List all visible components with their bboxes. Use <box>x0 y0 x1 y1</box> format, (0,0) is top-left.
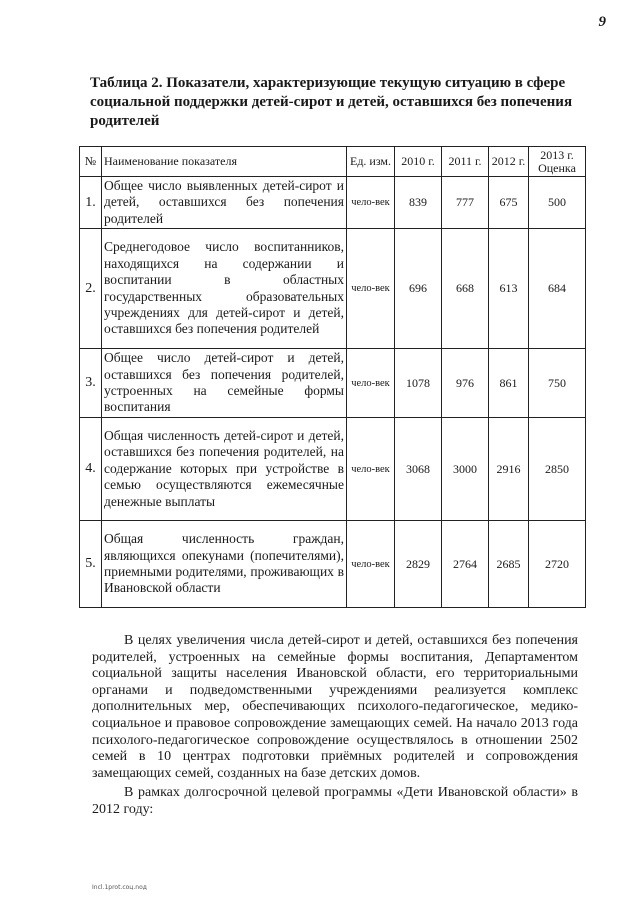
header-2012: 2012 г. <box>489 147 529 177</box>
row-indicator-name: Общая численность детей-сирот и детей, оставшихся без попечения родителей, на содержание которых при устройстве в семью осуществляются ежемесячные денежные выплаты <box>102 418 347 521</box>
paragraph: В целях увеличения числа детей-сирот и детей, оставшихся без попечения родителей, устроенных на семейные формы воспитания, Департаментом социальной защиты населения Ивановской области, его территориальными органами и подведомственными учреждениями реализуется комплекс дополнительных мер, обеспечивающих психолого-педагогическое, медико-социальное и правовое сопровождение замещающих семей. На начало 2013 года психолого-педагогическое сопровождение осуществлялось в отношении 2502 семей в 10 центрах подготовки приёмных родителей и сопровождения замещающих семей, созданных на базе детских домов. <box>92 633 578 781</box>
row-index: 3. <box>80 349 102 418</box>
table-header-row <box>80 147 586 177</box>
row-indicator-name: Общая численность граждан, являющихся опекунами (попечителями), приемными родителями, проживающих в Ивановской области <box>102 521 347 608</box>
row-value-2012: 675 <box>489 177 529 229</box>
row-value-2013: 684 <box>529 229 586 349</box>
row-value-2011: 3000 <box>442 418 489 521</box>
row-value-2013: 2850 <box>529 418 586 521</box>
row-value-2012: 861 <box>489 349 529 418</box>
row-unit: чело-век <box>347 349 395 418</box>
row-value-2012: 2916 <box>489 418 529 521</box>
header-2013: 2013 г. Оценка <box>529 147 586 177</box>
table-row <box>80 229 586 349</box>
row-indicator-name: Общее число детей-сирот и детей, оставшихся без попечения родителей, устроенных на семейные формы воспитания <box>102 349 347 418</box>
row-value-2011: 2764 <box>442 521 489 608</box>
header-name: Наименование показателя <box>102 147 347 177</box>
row-value-2010: 696 <box>395 229 442 349</box>
row-value-2012: 613 <box>489 229 529 349</box>
row-index: 1. <box>80 177 102 229</box>
row-indicator-name: Среднегодовое число воспитанников, находящихся на содержании и воспитании в областных государственных образовательных учреждениях для детей-сирот и детей, оставшихся без попечения родителей <box>102 229 347 349</box>
row-value-2011: 777 <box>442 177 489 229</box>
row-unit: чело-век <box>347 521 395 608</box>
row-index: 5. <box>80 521 102 608</box>
row-value-2010: 839 <box>395 177 442 229</box>
table-title: Таблица 2. Показатели, характеризующие текущую ситуацию в сфере социальной поддержки детей-сирот и детей, оставшихся без попечения родителей <box>90 75 573 129</box>
row-index: 2. <box>80 229 102 349</box>
row-value-2010: 3068 <box>395 418 442 521</box>
table-row <box>80 177 586 229</box>
row-value-2010: 2829 <box>395 521 442 608</box>
row-indicator-name: Общее число выявленных детей-сирот и детей, оставшихся без попечения родителей <box>102 177 347 229</box>
row-unit: чело-век <box>347 177 395 229</box>
header-2010: 2010 г. <box>395 147 442 177</box>
row-value-2013: 500 <box>529 177 586 229</box>
row-value-2013: 750 <box>529 349 586 418</box>
paragraph: В рамках долгосрочной целевой программы «Дети Ивановской области» в 2012 году: <box>92 785 578 817</box>
header-number: № <box>80 147 102 177</box>
table-row <box>80 521 586 608</box>
row-index: 4. <box>80 418 102 521</box>
header-unit: Ед. изм. <box>347 147 395 177</box>
row-value-2011: 976 <box>442 349 489 418</box>
row-value-2012: 2685 <box>489 521 529 608</box>
table-row <box>80 418 586 521</box>
row-unit: чело-век <box>347 229 395 349</box>
page-number: 9 <box>598 14 606 30</box>
row-value-2011: 668 <box>442 229 489 349</box>
header-2011: 2011 г. <box>442 147 489 177</box>
indicators-table <box>79 146 586 608</box>
row-value-2010: 1078 <box>395 349 442 418</box>
row-unit: чело-век <box>347 418 395 521</box>
footer-file-note: Incl.1prot.coц.nод <box>92 884 147 891</box>
body-text <box>92 633 578 822</box>
table-row <box>80 349 586 418</box>
row-value-2013: 2720 <box>529 521 586 608</box>
